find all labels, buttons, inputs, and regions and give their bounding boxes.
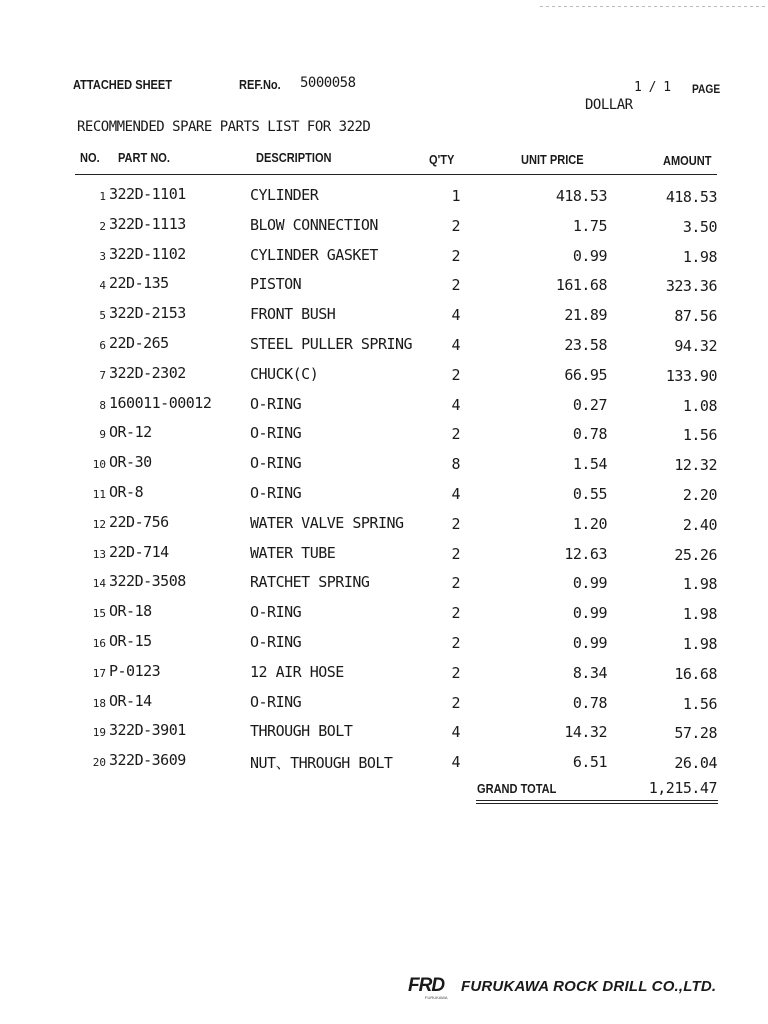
row-amount: 94.32 [674,337,717,355]
row-quantity: 2 [451,694,460,712]
ref-no-value: 5000058 [300,75,356,91]
column-header-description: DESCRIPTION [256,150,332,165]
page-fraction: 1 / 1 [634,80,671,95]
row-quantity: 2 [451,664,460,682]
table-row [0,364,768,394]
row-number: 6 [99,339,106,352]
row-part-number: 322D-1102 [109,245,186,263]
row-description: O-RING [250,424,302,442]
row-number: 16 [92,637,106,650]
table-row [0,692,768,722]
row-quantity: 4 [451,485,460,503]
column-header-unit-price: UNIT PRICE [521,152,584,167]
row-unit-price: 0.78 [572,694,607,712]
row-part-number: 322D-2302 [109,364,186,382]
row-quantity: 4 [451,396,460,414]
table-row [0,572,768,602]
table-row [0,483,768,513]
row-amount: 57.28 [674,724,717,742]
row-unit-price: 6.51 [572,753,607,771]
row-quantity: 4 [451,306,460,324]
row-amount: 1.98 [682,248,717,266]
row-amount: 1.56 [682,695,717,713]
table-row [0,662,768,692]
row-description: CYLINDER [250,186,319,204]
row-number: 9 [99,428,106,441]
row-number: 11 [92,488,106,501]
table-row [0,334,768,364]
row-number: 17 [92,667,106,680]
row-part-number: 22D-714 [109,543,169,561]
row-description: O-RING [250,484,302,502]
row-quantity: 8 [451,455,460,473]
row-number: 4 [99,279,106,292]
row-unit-price: 14.32 [564,723,607,741]
row-part-number: OR-8 [109,483,144,501]
row-description: THROUGH BOLT [250,722,353,740]
row-part-number: 322D-2153 [109,304,186,322]
row-amount: 16.68 [674,665,717,683]
row-part-number: OR-30 [109,453,152,471]
row-part-number: 160011-00012 [109,394,212,412]
currency-label: DOLLAR [585,97,633,113]
table-row [0,423,768,453]
row-unit-price: 21.89 [564,306,607,324]
row-number: 3 [99,250,106,263]
row-number: 5 [99,309,106,322]
document-title: RECOMMENDED SPARE PARTS LIST FOR 322D [77,119,371,135]
row-part-number: 322D-1101 [109,185,186,203]
total-double-rule-top [476,800,718,801]
row-quantity: 2 [451,217,460,235]
row-part-number: OR-14 [109,692,152,710]
row-quantity: 2 [451,545,460,563]
row-part-number: OR-12 [109,423,152,441]
company-name: FURUKAWA ROCK DRILL CO.,LTD. [461,978,717,995]
row-description: CHUCK(C) [250,365,319,383]
row-number: 18 [92,697,106,710]
row-number: 8 [99,399,106,412]
row-unit-price: 0.99 [572,634,607,652]
row-part-number: 22D-265 [109,334,169,352]
row-description: O-RING [250,633,302,651]
row-description: WATER TUBE [250,544,336,562]
row-number: 13 [92,548,106,561]
frd-logo-mark: FRD [408,975,445,996]
row-unit-price: 0.55 [572,485,607,503]
row-unit-price: 161.68 [555,276,607,294]
row-unit-price: 0.27 [572,396,607,414]
row-description: O-RING [250,395,302,413]
row-unit-price: 418.53 [555,187,607,205]
row-number: 20 [92,756,106,769]
row-unit-price: 0.99 [572,247,607,265]
row-number: 15 [92,607,106,620]
row-quantity: 2 [451,366,460,384]
row-part-number: OR-18 [109,602,152,620]
row-amount: 2.20 [682,486,717,504]
row-quantity: 2 [451,276,460,294]
total-double-rule-bottom [476,803,718,804]
row-amount: 25.26 [674,546,717,564]
page-label: PAGE [692,82,721,96]
row-unit-price: 66.95 [564,366,607,384]
row-description: STEEL PULLER SPRING [250,335,413,353]
row-amount: 87.56 [674,307,717,325]
row-amount: 323.36 [665,277,717,295]
grand-total-value: 1,215.47 [648,779,717,797]
scan-artifact-line [540,6,768,7]
row-part-number: OR-15 [109,632,152,650]
row-number: 7 [99,369,106,382]
row-part-number: 322D-3609 [109,751,186,769]
row-quantity: 4 [451,336,460,354]
row-unit-price: 23.58 [564,336,607,354]
row-description: O-RING [250,454,302,472]
row-number: 2 [99,220,106,233]
table-row [0,721,768,751]
row-amount: 3.50 [682,218,717,236]
row-description: CYLINDER GASKET [250,246,378,264]
table-row [0,543,768,573]
table-row [0,632,768,662]
row-part-number: P-0123 [109,662,161,680]
row-description: RATCHET SPRING [250,573,370,591]
row-amount: 1.98 [682,635,717,653]
table-row [0,215,768,245]
row-quantity: 4 [451,753,460,771]
ref-no-label: REF.No. [239,77,281,92]
row-description: PISTON [250,275,302,293]
row-description: O-RING [250,603,302,621]
table-row [0,245,768,275]
row-description: O-RING [250,693,302,711]
row-description: 12 AIR HOSE [250,663,344,681]
row-amount: 26.04 [674,754,717,772]
row-number: 14 [92,577,106,590]
row-description: BLOW CONNECTION [250,216,378,234]
grand-total-label: GRAND TOTAL [477,781,557,796]
table-row [0,602,768,632]
header-underline [75,174,717,175]
row-unit-price: 1.75 [572,217,607,235]
table-row [0,453,768,483]
attached-sheet-label: ATTACHED SHEET [73,77,173,92]
table-row [0,274,768,304]
column-header-amount: AMOUNT [663,153,712,168]
table-row [0,185,768,215]
row-number: 19 [92,726,106,739]
row-amount: 12.32 [674,456,717,474]
table-row [0,513,768,543]
row-part-number: 22D-135 [109,274,169,292]
row-amount: 133.90 [665,367,717,385]
row-number: 10 [92,458,106,471]
row-quantity: 4 [451,723,460,741]
row-quantity: 2 [451,247,460,265]
row-quantity: 1 [451,187,460,205]
table-row [0,751,768,781]
row-amount: 1.08 [682,397,717,415]
row-amount: 1.56 [682,426,717,444]
row-amount: 2.40 [682,516,717,534]
row-unit-price: 8.34 [572,664,607,682]
row-unit-price: 0.99 [572,574,607,592]
row-amount: 418.53 [665,188,717,206]
column-header-part-no: PART NO. [118,150,170,165]
column-header-no: NO. [80,150,100,165]
row-unit-price: 0.78 [572,425,607,443]
row-quantity: 2 [451,425,460,443]
row-quantity: 2 [451,574,460,592]
row-amount: 1.98 [682,605,717,623]
row-part-number: 22D-756 [109,513,169,531]
frd-logo-subtext: FURUKAWA [425,995,448,1000]
column-header-qty: Q'TY [429,152,455,167]
row-unit-price: 1.54 [572,455,607,473]
row-description: WATER VALVE SPRING [250,514,404,532]
row-unit-price: 1.20 [572,515,607,533]
row-number: 12 [92,518,106,531]
row-quantity: 2 [451,604,460,622]
row-part-number: 322D-1113 [109,215,186,233]
row-part-number: 322D-3901 [109,721,186,739]
table-row [0,304,768,334]
row-number: 1 [99,190,106,203]
row-part-number: 322D-3508 [109,572,186,590]
table-row [0,394,768,424]
row-quantity: 2 [451,634,460,652]
row-amount: 1.98 [682,575,717,593]
row-unit-price: 12.63 [564,545,607,563]
row-quantity: 2 [451,515,460,533]
row-unit-price: 0.99 [572,604,607,622]
row-description: FRONT BUSH [250,305,336,323]
row-description: NUT、THROUGH BOLT [250,754,393,772]
